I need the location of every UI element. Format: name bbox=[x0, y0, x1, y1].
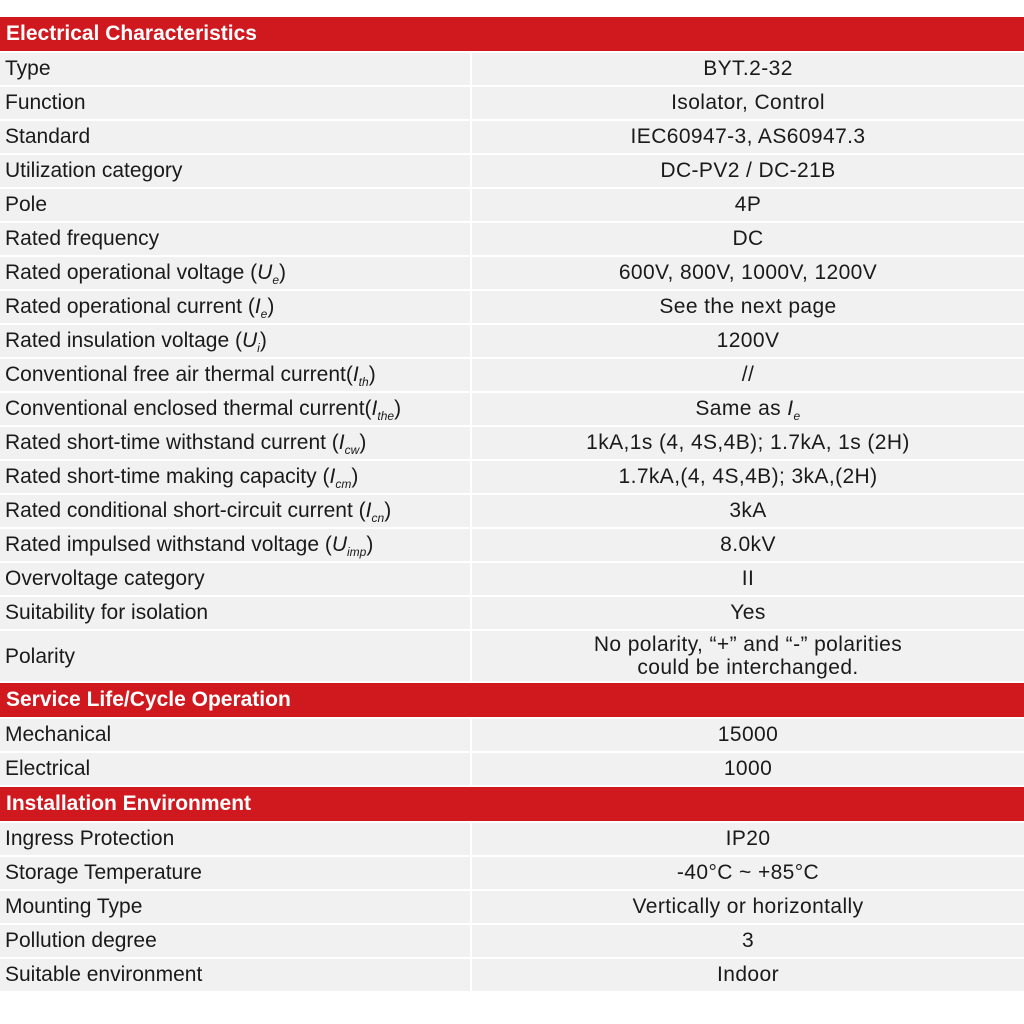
row-value bbox=[471, 562, 1024, 596]
value-text: IEC60947-3, AS60947.3 bbox=[630, 125, 866, 148]
label-close: ) bbox=[359, 431, 367, 454]
table-row bbox=[0, 596, 1024, 630]
label-text: Utilization category bbox=[5, 159, 183, 182]
table-row bbox=[0, 52, 1024, 86]
row-value bbox=[471, 256, 1024, 290]
row-value bbox=[471, 324, 1024, 358]
section-header-electrical-characteristics bbox=[0, 17, 1024, 52]
label-symbol: I bbox=[371, 397, 378, 420]
value-text: Vertically or horizontally bbox=[632, 895, 864, 918]
label-text: Mechanical bbox=[5, 723, 112, 746]
row-label bbox=[0, 494, 471, 528]
value-text: DC-PV2 / DC-21B bbox=[660, 159, 836, 182]
value-text: 3kA bbox=[729, 499, 767, 522]
table-row bbox=[0, 958, 1024, 992]
label-close: ) bbox=[384, 499, 392, 522]
row-label bbox=[0, 256, 471, 290]
value-text: Isolator, Control bbox=[671, 91, 825, 114]
table-row bbox=[0, 856, 1024, 890]
label-symbol: I bbox=[365, 499, 372, 522]
row-label bbox=[0, 426, 471, 460]
row-label bbox=[0, 822, 471, 856]
table-row bbox=[0, 528, 1024, 562]
row-value bbox=[471, 290, 1024, 324]
value-text: // bbox=[741, 363, 755, 386]
row-value bbox=[471, 358, 1024, 392]
label-close: ) bbox=[279, 261, 287, 284]
table-row bbox=[0, 890, 1024, 924]
label-symbol: I bbox=[338, 431, 345, 454]
row-label bbox=[0, 86, 471, 120]
row-value bbox=[471, 924, 1024, 958]
specification-table bbox=[0, 17, 1024, 993]
row-value bbox=[471, 856, 1024, 890]
section-title: Service Life/Cycle Operation bbox=[0, 682, 1024, 718]
row-label bbox=[0, 718, 471, 752]
table-row bbox=[0, 290, 1024, 324]
row-value bbox=[471, 120, 1024, 154]
label-text: Pole bbox=[5, 193, 48, 216]
label-text: Storage Temperature bbox=[5, 861, 202, 884]
table-row bbox=[0, 426, 1024, 460]
table-row bbox=[0, 154, 1024, 188]
row-label bbox=[0, 290, 471, 324]
label-text: Rated operational current ( bbox=[5, 295, 255, 318]
label-subscript: i bbox=[257, 341, 260, 356]
label-subscript: cn bbox=[371, 511, 385, 526]
table-row bbox=[0, 562, 1024, 596]
value-text: 600V, 800V, 1000V, 1200V bbox=[618, 261, 878, 284]
table-row bbox=[0, 392, 1024, 426]
row-value bbox=[471, 718, 1024, 752]
row-label bbox=[0, 528, 471, 562]
table-row bbox=[0, 120, 1024, 154]
row-value bbox=[471, 188, 1024, 222]
row-label bbox=[0, 154, 471, 188]
section-title: Installation Environment bbox=[0, 786, 1024, 822]
label-symbol: I bbox=[254, 295, 261, 318]
value-text: DC bbox=[732, 227, 764, 250]
label-text: Pollution degree bbox=[5, 929, 157, 952]
row-value bbox=[471, 86, 1024, 120]
label-text: Standard bbox=[5, 125, 91, 148]
table-row bbox=[0, 256, 1024, 290]
label-close: ) bbox=[368, 363, 376, 386]
row-label bbox=[0, 52, 471, 86]
value-subscript: e bbox=[793, 409, 801, 424]
row-label bbox=[0, 460, 471, 494]
table-row bbox=[0, 822, 1024, 856]
row-value bbox=[471, 154, 1024, 188]
value-text: Indoor bbox=[717, 963, 779, 986]
label-text: Conventional free air thermal current( bbox=[5, 363, 353, 386]
value-text: 1000 bbox=[723, 757, 773, 780]
row-label bbox=[0, 924, 471, 958]
table-row bbox=[0, 924, 1024, 958]
row-value bbox=[471, 958, 1024, 992]
label-text: Rated operational voltage ( bbox=[5, 261, 258, 284]
value-text: 1.7kA,(4, 4S,4B); 3kA,(2H) bbox=[618, 465, 878, 488]
value-text: -40°C ~ +85°C bbox=[676, 861, 820, 884]
value-text: See the next page bbox=[659, 295, 837, 318]
label-text: Rated frequency bbox=[5, 227, 160, 250]
label-close: ) bbox=[394, 397, 402, 420]
table-row bbox=[0, 86, 1024, 120]
row-value bbox=[471, 752, 1024, 786]
label-text: Function bbox=[5, 91, 86, 114]
row-value bbox=[471, 528, 1024, 562]
value-text: 1kA,1s (4, 4S,4B); 1.7kA, 1s (2H) bbox=[586, 431, 910, 454]
row-label bbox=[0, 358, 471, 392]
label-text: Rated insulation voltage ( bbox=[5, 329, 242, 352]
value-text: 15000 bbox=[717, 723, 779, 746]
row-label bbox=[0, 958, 471, 992]
section-header-installation-environment bbox=[0, 786, 1024, 822]
table-row bbox=[0, 358, 1024, 392]
label-symbol: I bbox=[352, 363, 359, 386]
label-subscript: e bbox=[260, 307, 268, 322]
value-text: 3 bbox=[741, 929, 755, 952]
row-value bbox=[471, 392, 1024, 426]
table-row bbox=[0, 718, 1024, 752]
section-header-service-life-cycle-operation bbox=[0, 682, 1024, 718]
label-text: Rated impulsed withstand voltage ( bbox=[5, 533, 332, 556]
row-value bbox=[471, 630, 1024, 682]
row-label bbox=[0, 752, 471, 786]
row-label bbox=[0, 596, 471, 630]
label-text: Overvoltage category bbox=[5, 567, 205, 590]
specification-table-body bbox=[0, 17, 1024, 992]
table-row bbox=[0, 630, 1024, 682]
label-subscript: cm bbox=[335, 477, 352, 492]
label-text: Mounting Type bbox=[5, 895, 143, 918]
value-text: Yes bbox=[730, 601, 766, 624]
table-row bbox=[0, 752, 1024, 786]
section-title: Electrical Characteristics bbox=[0, 17, 1024, 52]
label-text: Type bbox=[5, 57, 51, 80]
label-text: Suitability for isolation bbox=[5, 601, 209, 624]
row-label bbox=[0, 856, 471, 890]
row-value bbox=[471, 426, 1024, 460]
label-subscript: the bbox=[377, 409, 395, 424]
label-text: Conventional enclosed thermal current( bbox=[5, 397, 372, 420]
row-value bbox=[471, 822, 1024, 856]
label-symbol: I bbox=[329, 465, 336, 488]
label-text: Suitable environment bbox=[5, 963, 203, 986]
label-subscript: cw bbox=[344, 443, 360, 458]
row-label bbox=[0, 562, 471, 596]
label-subscript: th bbox=[358, 375, 369, 390]
table-row bbox=[0, 460, 1024, 494]
value-text: 4P bbox=[734, 193, 762, 216]
row-label bbox=[0, 120, 471, 154]
row-value bbox=[471, 596, 1024, 630]
row-label bbox=[0, 392, 471, 426]
table-row bbox=[0, 188, 1024, 222]
label-text: Ingress Protection bbox=[5, 827, 175, 850]
label-text: Rated short-time withstand current ( bbox=[5, 431, 339, 454]
row-value bbox=[471, 460, 1024, 494]
value-text: Same as bbox=[695, 397, 788, 420]
label-subscript: e bbox=[272, 273, 280, 288]
label-text: Electrical bbox=[5, 757, 91, 780]
table-row bbox=[0, 222, 1024, 256]
label-close: ) bbox=[267, 295, 275, 318]
row-value bbox=[471, 52, 1024, 86]
row-value bbox=[471, 222, 1024, 256]
table-row bbox=[0, 324, 1024, 358]
label-close: ) bbox=[259, 329, 267, 352]
label-subscript: imp bbox=[347, 545, 367, 560]
value-text: No polarity, “+” and “-” polarities bbox=[593, 633, 903, 656]
value-text: II bbox=[741, 567, 755, 590]
row-label bbox=[0, 188, 471, 222]
label-text: Rated conditional short-circuit current ( bbox=[5, 499, 366, 522]
row-value bbox=[471, 494, 1024, 528]
value-text: BYT.2-32 bbox=[703, 57, 793, 80]
row-label bbox=[0, 222, 471, 256]
row-label bbox=[0, 324, 471, 358]
table-row bbox=[0, 494, 1024, 528]
row-label bbox=[0, 630, 471, 682]
label-text: Rated short-time making capacity ( bbox=[5, 465, 330, 488]
label-symbol: U bbox=[241, 329, 258, 352]
label-text: Polarity bbox=[5, 644, 76, 668]
row-label bbox=[0, 890, 471, 924]
label-close: ) bbox=[366, 533, 374, 556]
value-text-line2: could be interchanged. bbox=[637, 656, 859, 679]
value-text: IP20 bbox=[725, 827, 771, 850]
value-symbol: I bbox=[787, 397, 794, 420]
value-text: 8.0kV bbox=[720, 533, 776, 556]
label-symbol: U bbox=[331, 533, 348, 556]
label-close: ) bbox=[351, 465, 359, 488]
row-value bbox=[471, 890, 1024, 924]
label-symbol: U bbox=[257, 261, 273, 284]
value-text: 1200V bbox=[716, 329, 780, 352]
